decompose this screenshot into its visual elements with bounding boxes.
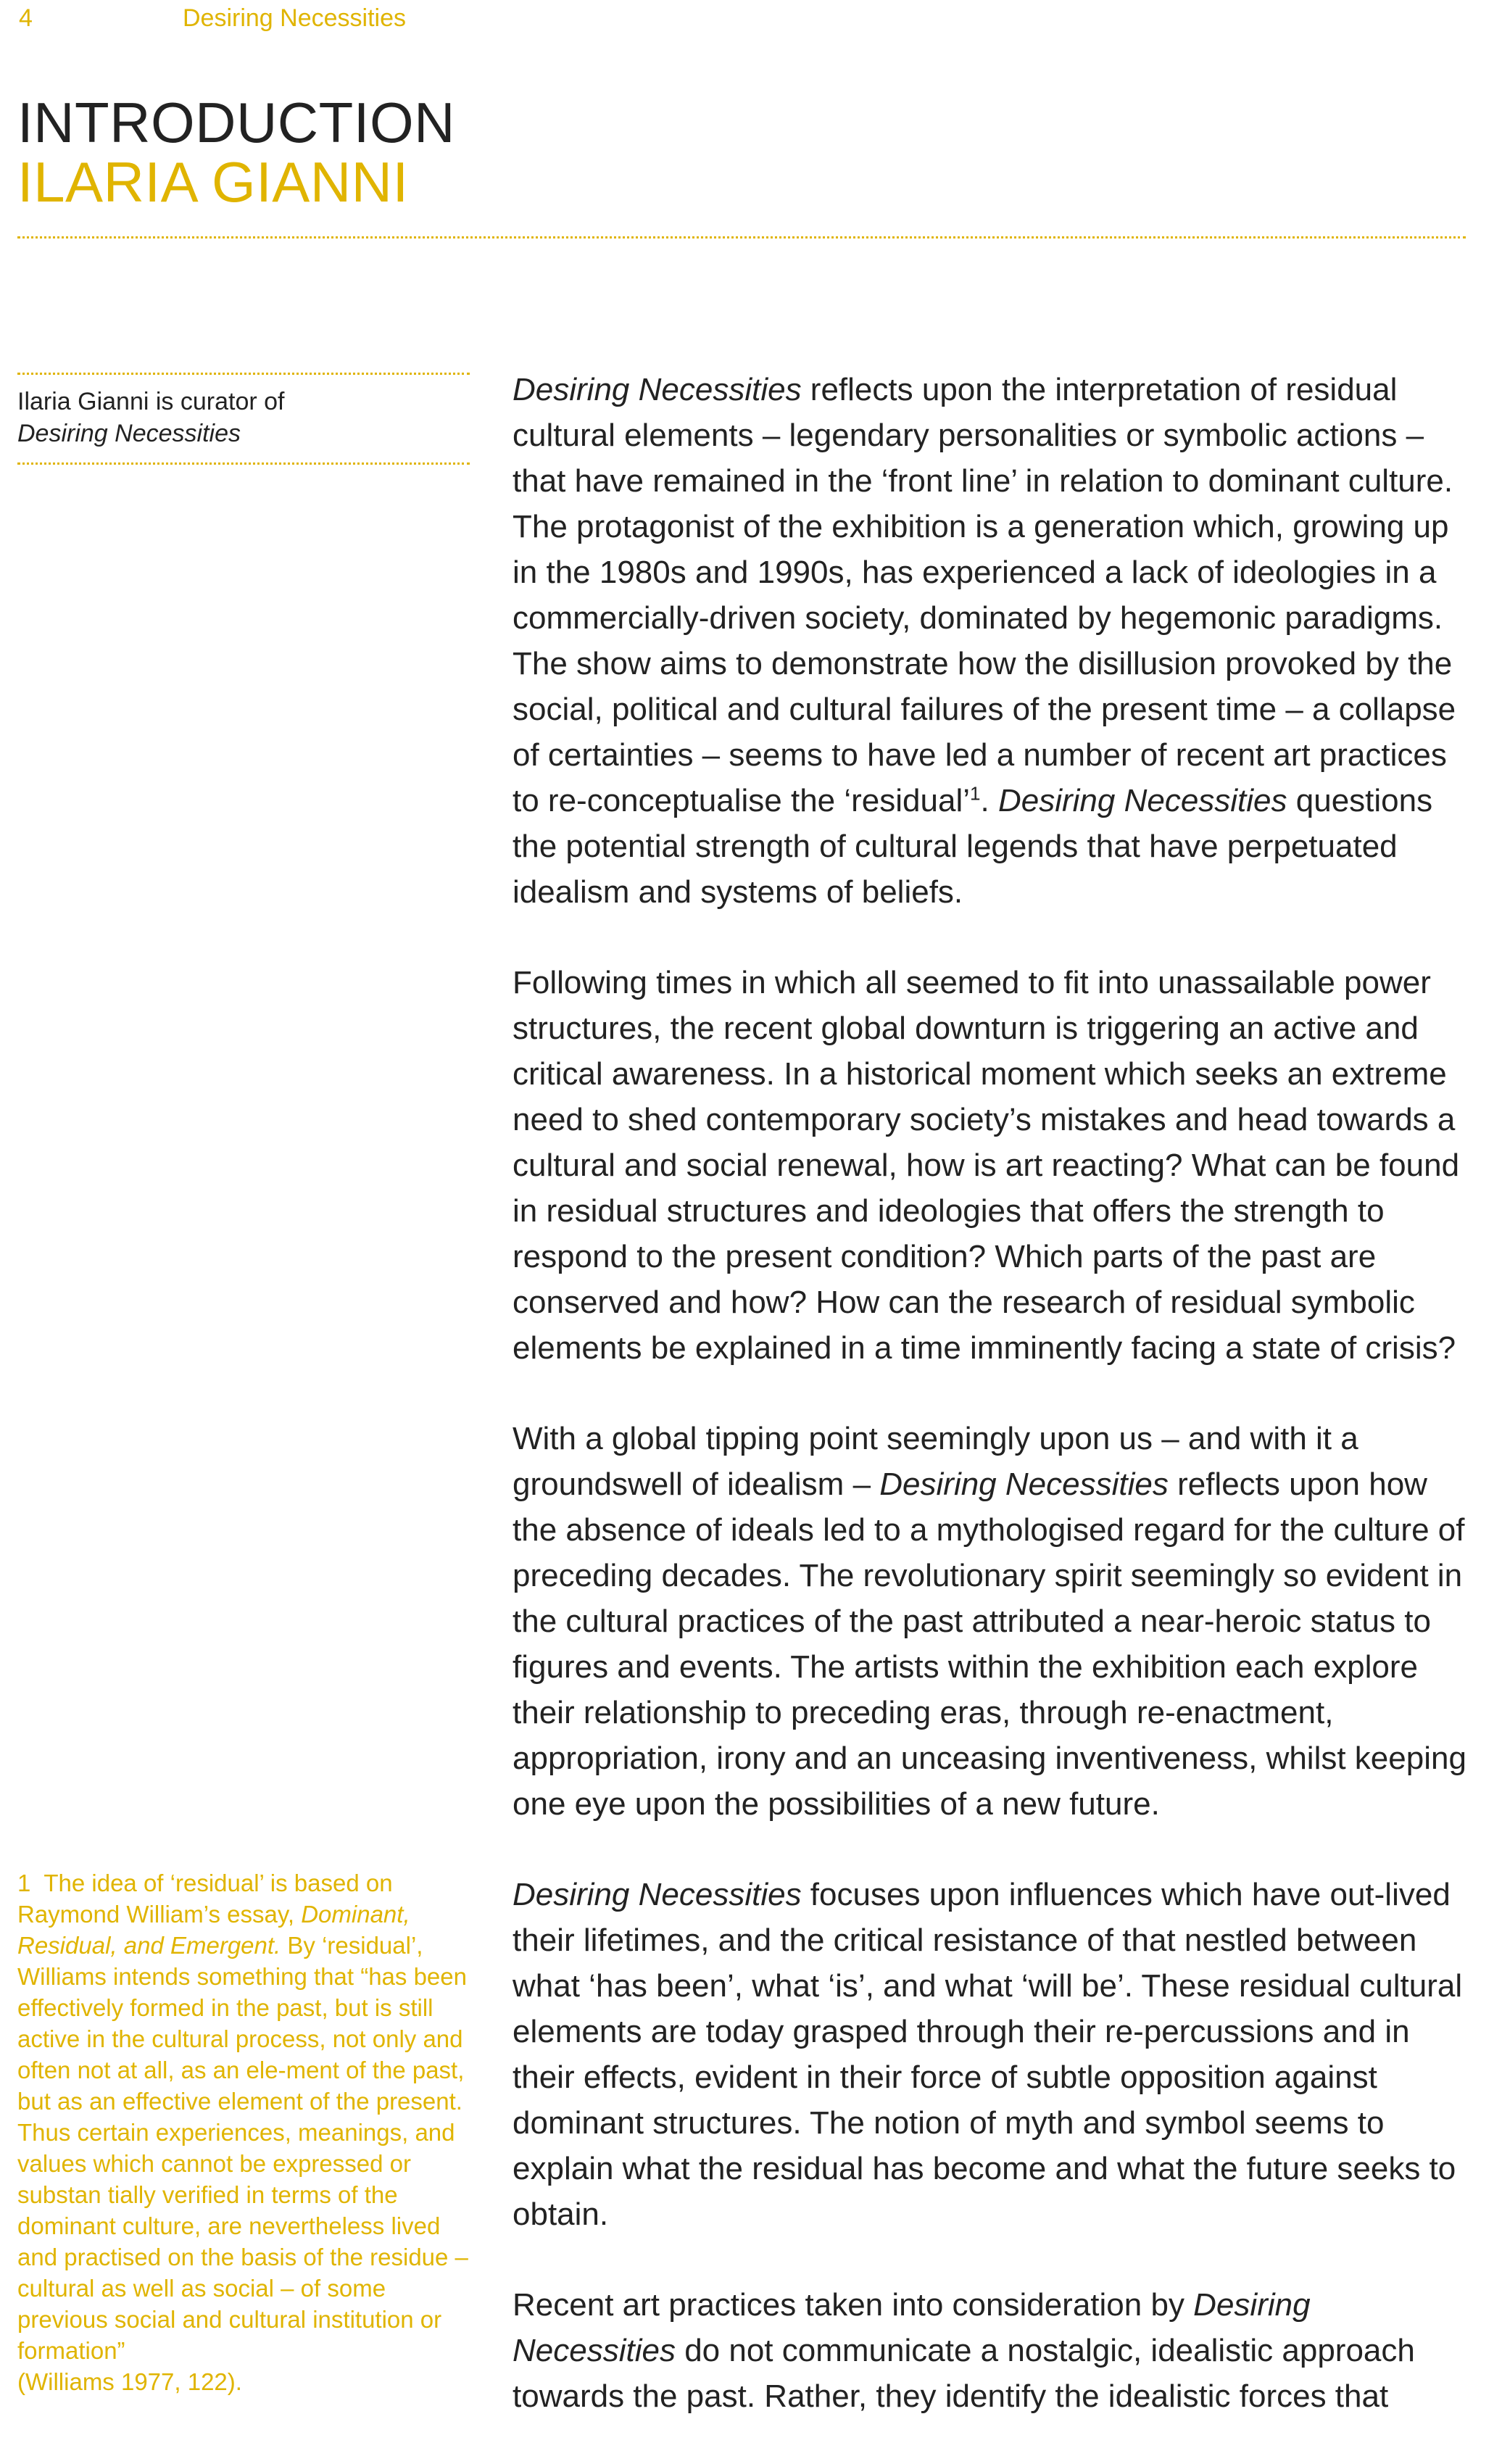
page-title [17,93,455,212]
running-head: Desiring Necessities [183,4,406,32]
italic-title: Desiring Necessities [513,1877,802,1912]
body-text [513,367,1469,2464]
title-author: ILARIA GIANNI [17,150,409,214]
title-heading: INTRODUCTION [17,91,455,154]
bio-text: Ilaria Gianni is curator of [17,388,285,415]
footnote-text: By ‘residual’, Williams intends something that “has been effectively formed in the past, but is still active in the cultural process, not only and often not at all, as an ele-ment of the past, but as an effective element of the present. Thus certain experiences, meanings, and values which cannot be expressed or substan tially verified in terms of the dominant culture, are nevertheless lived and practised on the basis of the residue – cultural as well as social – of some previous social and cultural institution or formation” [17,1932,468,2364]
page-number: 4 [19,4,33,32]
paragraph-text: Recent art practices taken into consideration by [513,2287,1194,2323]
paragraph-text: reflects upon how the absence of ideals led to a mythologised regard for the culture of preceding decades. The revolutionary spirit seemingly so evident in the cultural practices of the past attributed a near-heroic status to figures and events. The artists within the exhibition each explore their relationship to preceding eras, through re-enactment, appropriation, irony and an unceasing inventiveness, whilst keeping one eye upon the possibilities of a new future. [513,1467,1466,1822]
footnote-text: The idea of ‘residual’ is based on Raymond William’s essay, [17,1870,393,1928]
title-divider [17,236,1466,238]
paragraph-4 [513,1872,1469,2237]
paragraph-text: . [980,783,998,818]
paragraph-text: focuses upon influences which have out-lived their lifetimes, and the critical resistance of that nestled between what ‘has been’, what ‘is’, and what ‘will be’. These residual cultural elements are today grasped through their re-percussions and in their effects, evident in their force of subtle opposition against dominant structures. The notion of myth and symbol seems to explain what the residual has become and what the future seeks to obtain. [513,1877,1463,2232]
paragraph-text: With a global tipping point seemingly upon us – and with it a groundswell of idealism – [513,1421,1358,1502]
bio-italic-title: Desiring Necessities [17,420,241,447]
paragraph-text: do not communicate a nostalgic, idealistic approach towards the past. Rather, they identify the idealistic forces that [513,2333,1415,2414]
footnote [17,1867,474,2397]
italic-title: Desiring Necessities [513,2287,1311,2368]
paragraph-2: Following times in which all seemed to fit into unassailable power structures, the recent global downturn is triggering an active and critical awareness. In a historical moment which seeks an extreme need to shed contemporary society’s mistakes and head towards a cultural and social renewal, how is art reacting? What can be found in residual structures and ideologies that offers the strength to respond to the present condition? Which parts of the past are conserved and how? How can the research of residual symbolic elements be explained in a time imminently facing a state of crisis? [513,965,1460,1366]
paragraph-5 [513,2282,1469,2419]
italic-title: Desiring Necessities [879,1467,1169,1502]
bio-divider-top [17,373,470,375]
paragraph-text: questions the potential strength of cultural legends that have perpetuated idealism and systems of beliefs. [513,783,1433,910]
footnote-number: 1 [17,1870,31,1896]
bio-divider-bottom [17,462,470,465]
footnote-reference[interactable]: 1 [970,782,981,805]
footnote-citation: (Williams 1977, 122). [17,2368,242,2395]
italic-title: Desiring Necessities [513,372,802,407]
paragraph-3 [513,1416,1469,1827]
italic-title: Desiring Necessities [997,783,1287,818]
footnote-italic-title: Dominant, Residual, and Emergent. [17,1901,410,1959]
paragraph-text: reflects upon the interpretation of residual cultural elements – legendary personalities or symbolic actions – that have remained in the ‘front line’ in relation to dominant culture. The protagonist of the exhibition is a generation which, growing up in the 1980s and 1990s, has experienced a lack of ideologies in a commercially-driven society, dominated by hegemonic paradigms. The show aims to demonstrate how the disillusion provoked by the social, political and cultural failures of the present time – a collapse of certainties – seems to have led a number of recent art practices to re-conceptualise the ‘residual’ [513,372,1456,818]
paragraph-1 [513,367,1469,915]
author-bio [17,386,467,449]
